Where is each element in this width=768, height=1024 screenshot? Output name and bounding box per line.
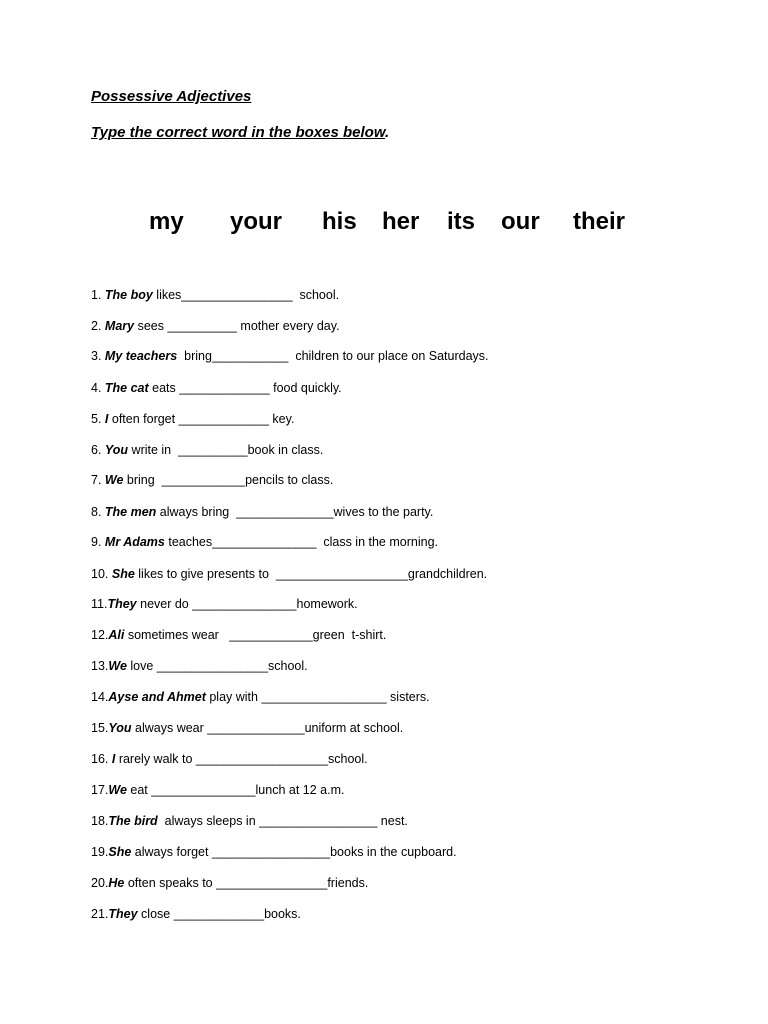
- item-subject: They: [108, 907, 138, 921]
- item-number: 6.: [91, 443, 105, 457]
- item-text: never do _______________homework.: [136, 597, 358, 611]
- exercise-item[interactable]: [91, 505, 433, 519]
- exercise-item[interactable]: [91, 567, 487, 581]
- exercise-item[interactable]: [91, 319, 340, 333]
- item-subject: He: [108, 876, 125, 890]
- exercise-item[interactable]: [91, 907, 301, 921]
- item-subject: The men: [104, 505, 157, 519]
- word-bank-item: your: [230, 208, 283, 235]
- exercise-item[interactable]: [91, 659, 308, 673]
- item-text: often speaks to ________________friends.: [124, 876, 369, 890]
- item-text: close _____________books.: [137, 907, 301, 921]
- word-bank-item: their: [573, 208, 626, 235]
- item-number: 1.: [91, 288, 105, 302]
- item-number: 2.: [91, 319, 105, 333]
- item-subject: Ayse and Ahmet: [108, 690, 206, 704]
- item-text: eat _______________lunch at 12 a.m.: [126, 783, 345, 797]
- item-text: write in __________book in class.: [128, 443, 324, 457]
- exercise-item[interactable]: [91, 721, 403, 735]
- item-number: 13.: [91, 659, 109, 673]
- item-number: 8.: [91, 505, 105, 519]
- item-text: likes________________ school.: [152, 288, 340, 302]
- exercise-item[interactable]: [91, 349, 489, 363]
- item-subject: We: [108, 783, 127, 797]
- item-subject: The boy: [104, 288, 153, 302]
- item-number: 9.: [91, 535, 105, 549]
- item-subject: They: [107, 597, 137, 611]
- exercise-item[interactable]: [91, 381, 342, 395]
- exercise-item[interactable]: [91, 412, 294, 426]
- item-number: 18.: [91, 814, 109, 828]
- item-number: 14.: [91, 690, 109, 704]
- item-number: 15.: [91, 721, 109, 735]
- instruction-period: .: [384, 124, 390, 141]
- item-subject: She: [108, 845, 132, 859]
- item-number: 16.: [91, 752, 112, 766]
- item-text: sometimes wear ____________green t-shirt.: [124, 628, 387, 642]
- exercise-item[interactable]: [91, 814, 408, 828]
- exercise-item[interactable]: [91, 876, 368, 890]
- word-bank-item: our: [501, 208, 540, 235]
- item-subject: My teachers: [104, 349, 178, 363]
- item-subject: I: [111, 752, 116, 766]
- item-text: often forget _____________ key.: [108, 412, 295, 426]
- item-text: sees __________ mother every day.: [134, 319, 340, 333]
- instruction-line: [91, 124, 389, 141]
- exercise-item[interactable]: [91, 845, 457, 859]
- word-bank-item: her: [382, 208, 420, 235]
- exercise-item[interactable]: [91, 443, 323, 457]
- item-subject: I: [104, 412, 109, 426]
- item-text: always bring ______________wives to the party.: [156, 505, 434, 519]
- item-number: 4.: [91, 381, 105, 395]
- item-number: 20.: [91, 876, 109, 890]
- item-subject: Ali: [108, 628, 125, 642]
- exercise-item[interactable]: [91, 597, 358, 611]
- exercise-item[interactable]: [91, 473, 333, 487]
- item-number: 10.: [91, 567, 112, 581]
- exercise-item[interactable]: [91, 690, 430, 704]
- item-subject: The bird: [108, 814, 158, 828]
- item-subject: We: [108, 659, 127, 673]
- item-number: 7.: [91, 473, 105, 487]
- item-subject: You: [108, 721, 132, 735]
- item-text: always forget _________________books in the cupboard.: [131, 845, 457, 859]
- item-text: teaches_______________ class in the morning.: [164, 535, 438, 549]
- item-number: 3.: [91, 349, 105, 363]
- word-bank-item: my: [149, 208, 184, 235]
- item-subject: You: [104, 443, 129, 457]
- item-text: always wear ______________uniform at school.: [131, 721, 404, 735]
- item-number: 11.: [91, 597, 108, 611]
- item-number: 21.: [91, 907, 109, 921]
- item-text: eats _____________ food quickly.: [148, 381, 342, 395]
- item-text: likes to give presents to ___________________grandchildren.: [134, 567, 488, 581]
- exercise-item[interactable]: [91, 288, 339, 302]
- item-text: rarely walk to ___________________school.: [115, 752, 368, 766]
- exercise-item[interactable]: [91, 783, 344, 797]
- item-text: love ________________school.: [126, 659, 308, 673]
- exercise-item[interactable]: [91, 628, 386, 642]
- item-subject: She: [111, 567, 135, 581]
- item-subject: The cat: [104, 381, 149, 395]
- item-number: 12.: [91, 628, 109, 642]
- word-bank-item: its: [447, 208, 476, 235]
- item-text: always sleeps in _________________ nest.: [157, 814, 408, 828]
- instruction-text: Type the correct word in the boxes below: [91, 124, 385, 141]
- item-subject: Mary: [104, 319, 135, 333]
- item-number: 17.: [91, 783, 109, 797]
- item-text: play with __________________ sisters.: [205, 690, 430, 704]
- exercise-item[interactable]: [91, 752, 368, 766]
- worksheet-title: Possessive Adjectives: [91, 88, 252, 105]
- item-text: bring ____________pencils to class.: [123, 473, 334, 487]
- item-number: 19.: [91, 845, 109, 859]
- exercise-item[interactable]: [91, 535, 438, 549]
- item-text: bring___________ children to our place on Saturdays.: [177, 349, 489, 363]
- item-number: 5.: [91, 412, 105, 426]
- word-bank-item: his: [322, 208, 357, 235]
- item-subject: Mr Adams: [104, 535, 165, 549]
- item-subject: We: [104, 473, 124, 487]
